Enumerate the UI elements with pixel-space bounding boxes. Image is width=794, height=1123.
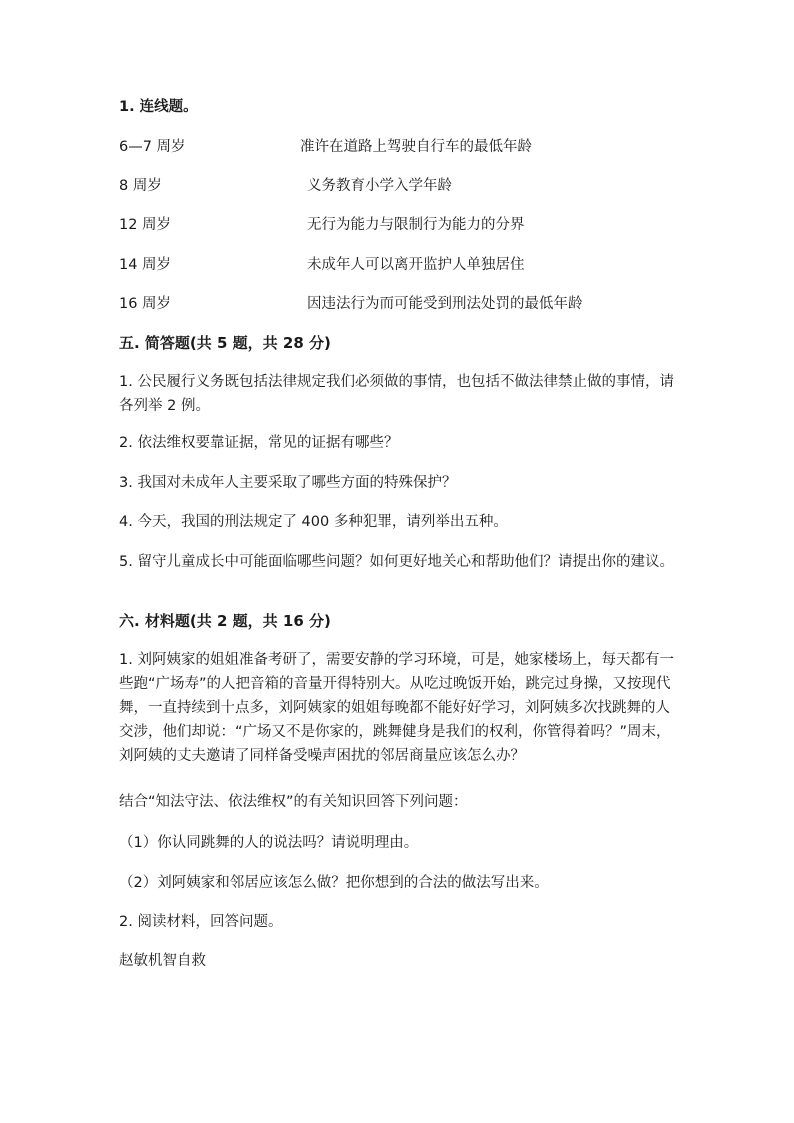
matching-title: 1. 连线题。 <box>119 99 198 115</box>
material-question-2: 2. 阅读材料，回答问题。 <box>119 914 283 930</box>
matching-description: 因违法行为而可能受到刑法处罚的最低年龄 <box>307 296 583 312</box>
matching-age: 6—7 周岁 <box>119 139 186 155</box>
section6-title: 六. 材料题(共 2 题，共 16 分) <box>119 612 331 630</box>
matching-age: 16 周岁 <box>119 296 172 312</box>
question-3: 3. 我国对未成年人主要采取了哪些方面的特殊保护？ <box>119 475 457 491</box>
matching-description: 未成年人可以离开监护人单独居住 <box>307 257 525 273</box>
sub-question-2: （2）刘阿姨家和邻居应该怎么做？把你想到的合法的做法写出来。 <box>119 875 549 891</box>
matching-age: 14 周岁 <box>119 257 172 273</box>
matching-description: 准许在道路上驾驶自行车的最低年龄 <box>300 139 532 155</box>
material-heading: 赵敏机智自救 <box>119 953 206 969</box>
question-4: 4. 今天，我国的刑法规定了 400 多种犯罪，请列举出五种。 <box>119 514 508 530</box>
sub-question-1: （1）你认同跳舞的人的说法吗？请说明理由。 <box>119 835 419 851</box>
question-5: 5. 留守儿童成长中可能面临哪些问题？如何更好地关心和帮助他们？请提出你的建议。 <box>119 554 674 570</box>
material-question-1: 1. 刘阿姨家的姐姐准备考研了，需要安静的学习环境，可是，她家楼场上，每天都有一些跑“广场寿”的人把音箱的音量开得特别大。从吃过晚饭开始，跳完过身操，又按现代舞，一直持续到十点多，刘阿姨家的姐姐每晚都不能好好学习，刘阿姨多次找跳舞的人交涉，他们却说：“广场又不是你家的，跳舞健身是我们的权利，你管得着吗？”周末，刘阿姨的丈夫邀请了同样备受噪声困扰的邻居商量应该怎么办？ <box>119 652 674 764</box>
matching-age: 12 周岁 <box>119 217 172 233</box>
question-2: 2. 依法维权要靠证据，常见的证据有哪些？ <box>119 435 399 451</box>
matching-description: 义务教育小学入学年龄 <box>307 178 452 194</box>
matching-age: 8 周岁 <box>119 178 162 194</box>
question-1: 1. 公民履行义务既包括法律规定我们必须做的事情，也包括不做法律禁止做的事情，请各列举 2 例。 <box>119 374 674 414</box>
material-prompt: 结合“知法守法、依法维权”的有关知识回答下列问题： <box>119 794 468 810</box>
section5-title: 五. 简答题(共 5 题，共 28 分) <box>119 334 331 352</box>
matching-description: 无行为能力与限制行为能力的分界 <box>307 217 525 233</box>
